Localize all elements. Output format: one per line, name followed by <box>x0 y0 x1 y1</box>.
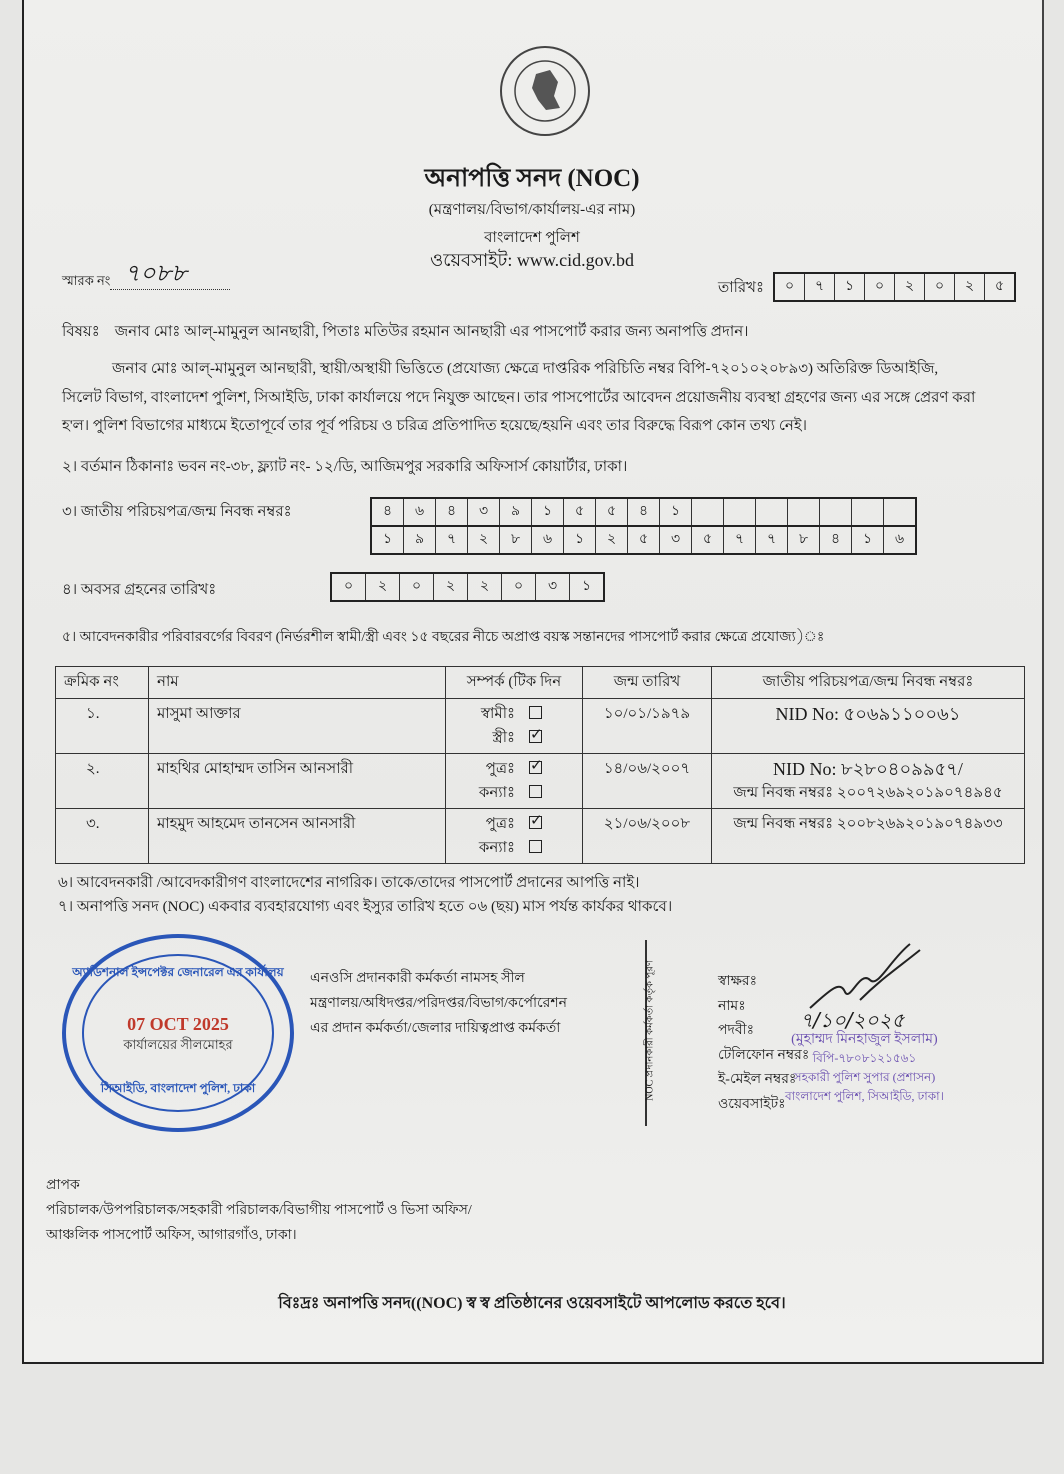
id-line-1: NID No: ৮২৮০৪০৯৯৫৭/ <box>773 759 963 779</box>
field-designation: পদবীঃ <box>718 1023 755 1038</box>
stamp-ring-bottom: সিআইডি, বাংলাদেশ পুলিশ, ঢাকা <box>100 1081 256 1095</box>
cell-serial: ৩. <box>56 809 149 864</box>
digit-box: ১ <box>532 499 564 525</box>
digit-box: ২ <box>468 527 500 553</box>
relation-option-label: স্ত্রীঃ <box>492 730 515 746</box>
officer-block <box>310 966 567 1041</box>
officer-line-3: এর প্রদান কর্মকর্তা/জেলার দায়িত্বপ্রাপ্ত কর্মকর্তা <box>310 1021 561 1036</box>
recipient-line-1: পরিচালক/উপপরিচালক/সহকারী পরিচালক/বিভাগীয় পাসপোর্ট ও ভিসা অফিস/ <box>46 1203 472 1218</box>
digit-box: ৩ <box>660 527 692 553</box>
subject <box>62 320 749 345</box>
cell-relation <box>446 754 583 809</box>
subject-label: বিষয়ঃ <box>62 324 100 340</box>
cell-serial: ২. <box>56 754 149 809</box>
office-seal-stamp <box>62 934 294 1132</box>
digit-box: ৯ <box>404 527 436 553</box>
table-row <box>56 754 1025 809</box>
nid-label: ৩। জাতীয় পরিচয়পত্র/জন্ম নিবন্ধ নম্বরঃ <box>62 504 292 520</box>
handwritten-date: ৭/১০/২০২৫ <box>800 1008 905 1032</box>
body-line-3: হ'ল। পুলিশ বিভাগের মাধ্যমে ইতোপূর্বে তার পূর্ব পরিচয় ও চরিত্র প্রতিপাদিত হয়েছে/হয়নি এবং তার বিরুদ্ধে বিরূপ কোন তথ্য নেই। <box>62 418 808 434</box>
digit-box <box>692 499 724 525</box>
retirement-date-label: ৪। অবসর গ্রহনের তারিখঃ <box>62 582 217 598</box>
retirement-date-boxes <box>330 572 605 602</box>
relation-checkbox[interactable] <box>529 706 542 719</box>
vertical-divider <box>645 940 669 1126</box>
header-serial: ক্রমিক নং <box>56 667 149 699</box>
table-row <box>56 809 1025 864</box>
digit-box: ২ <box>596 527 628 553</box>
current-address: ২। বর্তমান ঠিকানাঃ ভবন নং-৩৮, ফ্ল্যাট নং- ১২/ডি, আজিমপুর সরকারি অফিসার্স কোয়ার্টার, ঢাকা। <box>62 459 628 475</box>
citizenship-statement: ৬। আবেদনকারী /আবেদকারীগণ বাংলাদেশের নাগরিক। তাকে/তাদের পাসপোর্ট প্রদানের আপত্তি নাই। <box>58 875 640 891</box>
digit-box: ৫ <box>564 499 596 525</box>
field-email: ই-মেইল নম্বরঃ <box>718 1072 797 1087</box>
body-line-1: জনাব মোঃ আল্-মামুনুল আনছারী, স্থায়ী/অস্থায়ী ভিত্তিতে (প্রযোজ্য ক্ষেত্রে দাপ্তরিক পরিচিতি নম্বর বিপি-৭২০১০২০৮৯৩) অতিরিক্ত ডিআইজি, <box>112 361 939 377</box>
memo-number <box>62 259 230 293</box>
validity-statement: ৭। অনাপত্তি সনদ (NOC) একবার ব্যবহারযোগ্য এবং ইস্যুর তারিখ হতে ০৬ (ছয়) মাস পর্যন্ত কার্যকর থাকবে। <box>58 899 673 915</box>
header-id-number: জাতীয় পরিচয়পত্র/জন্ম নিবন্ধ নম্বরঃ <box>712 667 1025 699</box>
digit-box <box>852 499 884 525</box>
digit-box: ২ <box>895 274 925 300</box>
field-name: নামঃ <box>718 998 746 1014</box>
cell-name: মাসুমা আক্তার <box>149 699 446 754</box>
family-table <box>55 666 1025 864</box>
recipient-block <box>46 1173 472 1248</box>
digit-box: ৬ <box>404 499 436 525</box>
digit-box: ১ <box>660 499 692 525</box>
digit-box: ২ <box>434 574 468 600</box>
digit-box <box>820 499 852 525</box>
cell-id-number <box>712 809 1025 864</box>
digit-box: ৬ <box>894 532 905 547</box>
nid-number-boxes <box>370 497 917 527</box>
digit-box: ৫ <box>692 527 724 553</box>
digit-box: ১ <box>581 579 592 594</box>
digit-box: ৮ <box>500 527 532 553</box>
field-phone: টেলিফোন নম্বরঃ <box>718 1047 810 1063</box>
relation-option-label: কন্যাঃ <box>478 785 515 801</box>
digit-box: ৩ <box>468 499 500 525</box>
digit-box: ১ <box>835 274 865 300</box>
digit-box: ৬ <box>532 527 564 553</box>
digit-box: ০ <box>865 274 895 300</box>
cell-dob: ১৪/০৬/২০০৭ <box>583 754 712 809</box>
vertical-label: NOC প্রদানকারী কর্মকর্তা কর্তৃক পূরণ <box>644 960 656 1101</box>
organization: বাংলাদেশ পুলিশ <box>484 230 580 246</box>
recipient-line-2: আঞ্চলিক পাসপোর্ট অফিস, আগারগাঁও, ঢাকা। <box>46 1228 297 1243</box>
digit-box: ১ <box>852 527 884 553</box>
relation-checkbox[interactable] <box>529 840 542 853</box>
stamp-ring-top: অ্যাডিশনাল ইন্সপেক্টর জেনারেল এর কার্যালয় <box>72 965 284 979</box>
memo-value-handwritten: ৭০৮৮ <box>124 259 187 287</box>
header-relation: সম্পর্ক (টিক দিন <box>446 667 583 699</box>
relation-checkbox[interactable] <box>529 730 542 743</box>
subtitle: (মন্ত্রণালয়/বিভাগ/কার্যালয়-এর নাম) <box>428 202 636 218</box>
relation-option-label: পুত্রঃ <box>485 761 515 777</box>
digit-box: ৭ <box>436 527 468 553</box>
digit-box: ২ <box>366 574 400 600</box>
subject-text: জনাব মোঃ আল্-মামুনুল আনছারী, পিতাঃ মতিউর রহমান আনছারী এর পাসপোর্ট করার জন্য অনাপত্তি প্রদান। <box>114 324 749 340</box>
cell-id-number <box>712 699 1025 754</box>
digit-box: ১ <box>564 527 596 553</box>
id-line-1: NID No: ৫০৬৯১১০০৬১ <box>775 704 961 724</box>
digit-box <box>884 499 915 525</box>
date-label: তারিখঃ <box>718 280 764 296</box>
date-boxes <box>773 272 1016 302</box>
cell-id-number <box>712 754 1025 809</box>
stamp-date: 07 OCT 2025 <box>127 1014 229 1034</box>
digit-box: ৭ <box>805 274 835 300</box>
digit-box: ৫ <box>596 499 628 525</box>
digit-box <box>724 499 756 525</box>
digit-box: ৩ <box>536 574 570 600</box>
digit-box: ৭ <box>724 527 756 553</box>
digit-box: ৪ <box>372 499 404 525</box>
digit-box <box>756 499 788 525</box>
digit-box: ৪ <box>436 499 468 525</box>
birth-registration-boxes <box>370 525 917 555</box>
website: ওয়েবসাইট: www.cid.gov.bd <box>429 250 635 270</box>
header-name: নাম <box>149 667 446 699</box>
officer-stamp-office: বাংলাদেশ পুলিশ, সিআইডি, ঢাকা। <box>785 1089 944 1103</box>
field-website: ওয়েবসাইটঃ <box>718 1096 786 1112</box>
officer-stamp-name: (মুহাম্মদ মিনহাজুল ইসলাম) <box>791 1032 938 1047</box>
digit-box: ০ <box>775 274 805 300</box>
page-title: অনাপত্তি সনদ (NOC) <box>424 165 640 192</box>
digit-box: ৮ <box>788 527 820 553</box>
digit-box: ৫ <box>628 527 660 553</box>
id-line-1: জন্ম নিবন্ধ নম্বরঃ ২০০৮২৬৯২০১৯০৭৪৯৩৩ <box>733 816 1003 832</box>
digit-box <box>788 499 820 525</box>
cell-dob: ১০/০১/১৯৭৯ <box>583 699 712 754</box>
digit-box: ০ <box>502 574 536 600</box>
officer-stamp-designation: সহকারী পুলিশ সুপার (প্রশাসন) <box>793 1070 936 1084</box>
stamp-center-label: কার্যালয়ের সীলমোহর <box>123 1037 233 1052</box>
family-section-label: ৫। আবেদনকারীর পরিবারবর্গের বিবরণ (নির্ভরশীল স্বামী/স্ত্রী এবং ১৫ বছরের নীচে অপ্রাপ্ত বয়স্ক সন্তানদের পাসপোর্ট করার ক্ষেত্রে প্রযোজ্য)ঃ <box>62 630 825 645</box>
relation-checkbox[interactable] <box>529 761 542 774</box>
footnote: বিঃদ্রঃ অনাপত্তি সনদ((NOC) স্ব স্ব প্রতিষ্ঠানের ওয়েবসাইটে আপলোড করতে হবে। <box>278 1295 786 1312</box>
officer-stamp-bp: বিপি-৭৮০৮১২১৫৬১ <box>812 1051 917 1065</box>
digit-box: ৭ <box>756 527 788 553</box>
cell-relation <box>446 809 583 864</box>
recipient-label: প্রাপক <box>46 1178 80 1193</box>
digit-box: ৫ <box>994 279 1005 294</box>
digit-box: ০ <box>400 574 434 600</box>
body-line-2: সিলেট বিভাগ, বাংলাদেশ পুলিশ, সিআইডি, ঢাকা কার্যালয়ে পদে নিযুক্ত আছেন। তার পাসপোর্টের আবেদন প্রয়োজনীয় ব্যবস্থা গ্রহণের জন্য এর সঙ্গে প্রেরণ করা <box>62 390 976 406</box>
digit-box: ৯ <box>500 499 532 525</box>
officer-line-2: মন্ত্রণালয়/অধিদপ্তর/পরিদপ্তর/বিভাগ/কর্পোরেশন <box>310 996 567 1011</box>
memo-label: স্মারক নং <box>62 273 111 288</box>
digit-box: ৪ <box>820 527 852 553</box>
id-line-2: জন্ম নিবন্ধ নম্বরঃ ২০০৭২৬৯২০১৯০৭৪৯৪৫ <box>733 785 1003 801</box>
relation-checkbox[interactable] <box>529 785 542 798</box>
relation-checkbox[interactable] <box>529 816 542 829</box>
cell-name: মাহমুদ আহমেদ তানসেন আনসারী <box>149 809 446 864</box>
government-seal-icon <box>498 44 592 138</box>
cell-serial: ১. <box>56 699 149 754</box>
officer-name-stamp <box>785 1030 944 1106</box>
digit-box: ০ <box>332 574 366 600</box>
header-dob: জন্ম তারিখ <box>583 667 712 699</box>
cell-name: মাহথির মোহাম্মদ তাসিন আনসারী <box>149 754 446 809</box>
table-row <box>56 699 1025 754</box>
relation-option-label: কন্যাঃ <box>478 840 515 856</box>
digit-box: ১ <box>372 527 404 553</box>
digit-box: ২ <box>955 274 985 300</box>
relation-option-label: পুত্রঃ <box>485 816 515 832</box>
field-signature: স্বাক্ষরঃ <box>718 974 758 989</box>
digit-box: ০ <box>925 274 955 300</box>
cell-dob: ২১/০৬/২০০৮ <box>583 809 712 864</box>
table-header-row <box>56 667 1025 699</box>
relation-option-label: স্বামীঃ <box>480 706 515 722</box>
cell-relation <box>446 699 583 754</box>
officer-line-1: এনওসি প্রদানকারী কর্মকর্তা নামসহ সীল <box>310 971 525 986</box>
digit-box: ৪ <box>628 499 660 525</box>
digit-box: ২ <box>468 574 502 600</box>
